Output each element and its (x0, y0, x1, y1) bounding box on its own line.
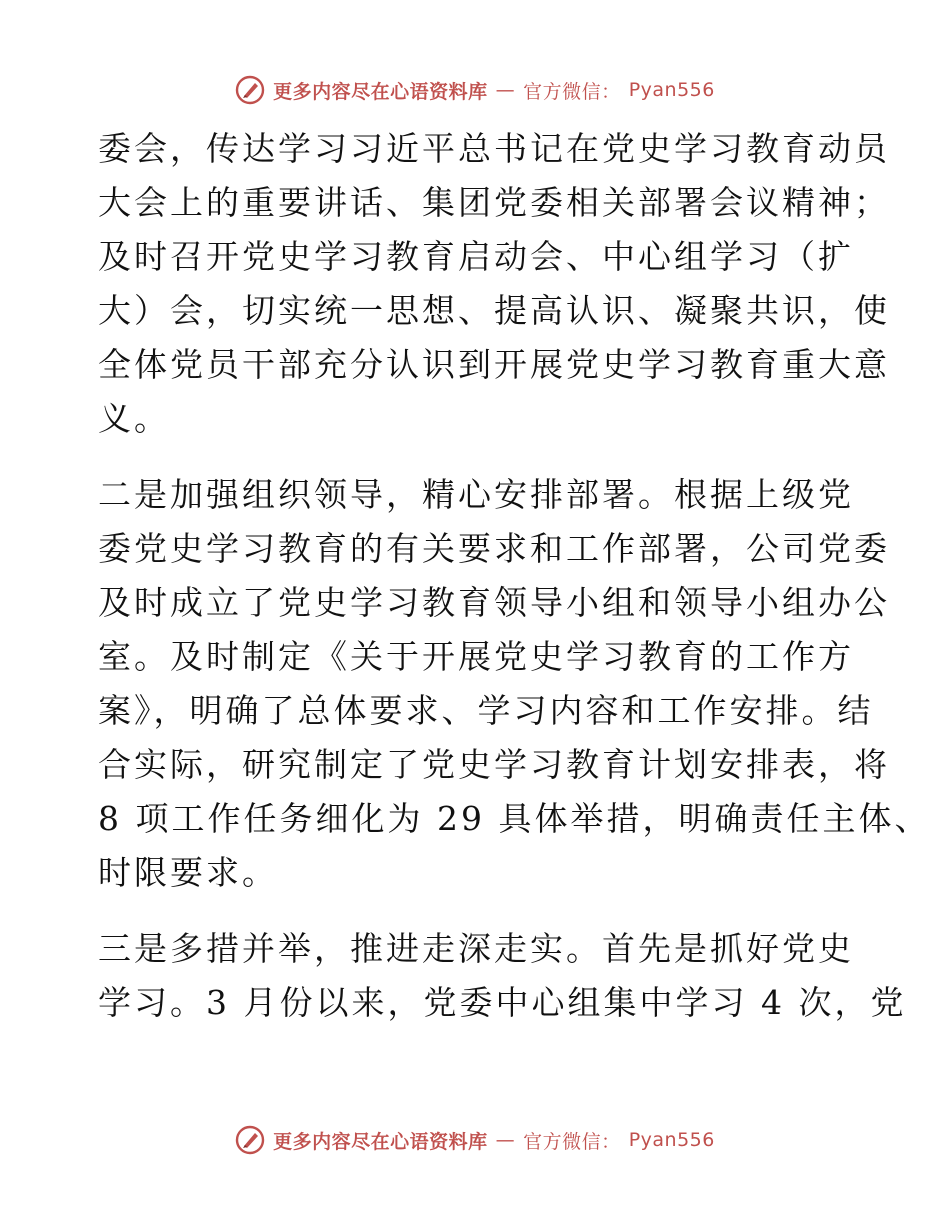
watermark-dash: — (495, 1129, 516, 1151)
text-line: 全体党员干部充分认识到开展党史学习教育重大意 (98, 345, 890, 384)
text-line: 二是加强组织领导，精心安排部署。根据上级党 (98, 475, 854, 514)
text-line: 义。 (98, 399, 170, 438)
paragraph-3 (98, 922, 907, 1030)
pen-logo-icon (235, 1125, 265, 1155)
text-line: 及时成立了党史学习教育领导小组和领导小组办公 (98, 583, 890, 622)
watermark-wechat-id: Pyan556 (628, 1129, 715, 1151)
text-line: 学习。3 月份以来，党委中心组集中学习 4 次，党 (98, 983, 907, 1022)
text-line: 委党史学习教育的有关要求和工作部署，公司党委 (98, 529, 890, 568)
text-line: 大）会，切实统一思想、提高认识、凝聚共识，使 (98, 291, 890, 330)
footer-watermark (0, 1122, 950, 1158)
watermark-main-text: 更多内容尽在心语资料库 (273, 1130, 488, 1153)
text-line: 案》，明确了总体要求、学习内容和工作安排。结 (98, 691, 874, 730)
paragraph-2 (98, 468, 931, 900)
text-line: 时限要求。 (98, 853, 278, 892)
header-watermark (0, 72, 950, 108)
pen-logo-icon (235, 75, 265, 105)
text-line: 8 项工作任务细化为 29 具体举措，明确责任主体、 (98, 799, 931, 838)
text-line: 及时召开党史学习教育启动会、中心组学习（扩 (98, 237, 854, 276)
paragraph-1 (98, 122, 890, 446)
text-line: 合实际，研究制定了党史学习教育计划安排表，将 (98, 745, 890, 784)
document-body (98, 122, 931, 1052)
text-line: 大会上的重要讲话、集团党委相关部署会议精神； (98, 183, 890, 222)
text-line: 室。及时制定《关于开展党史学习教育的工作方 (98, 637, 854, 676)
watermark-wechat-id: Pyan556 (628, 79, 715, 101)
watermark-main-text: 更多内容尽在心语资料库 (273, 80, 488, 103)
text-line: 三是多措并举，推进走深走实。首先是抓好党史 (98, 929, 854, 968)
text-line: 委会，传达学习习近平总书记在党史学习教育动员 (98, 129, 890, 168)
watermark-dash: — (495, 79, 516, 101)
watermark-wechat-label: 官方微信： (523, 80, 621, 103)
watermark-wechat-label: 官方微信： (523, 1130, 621, 1153)
